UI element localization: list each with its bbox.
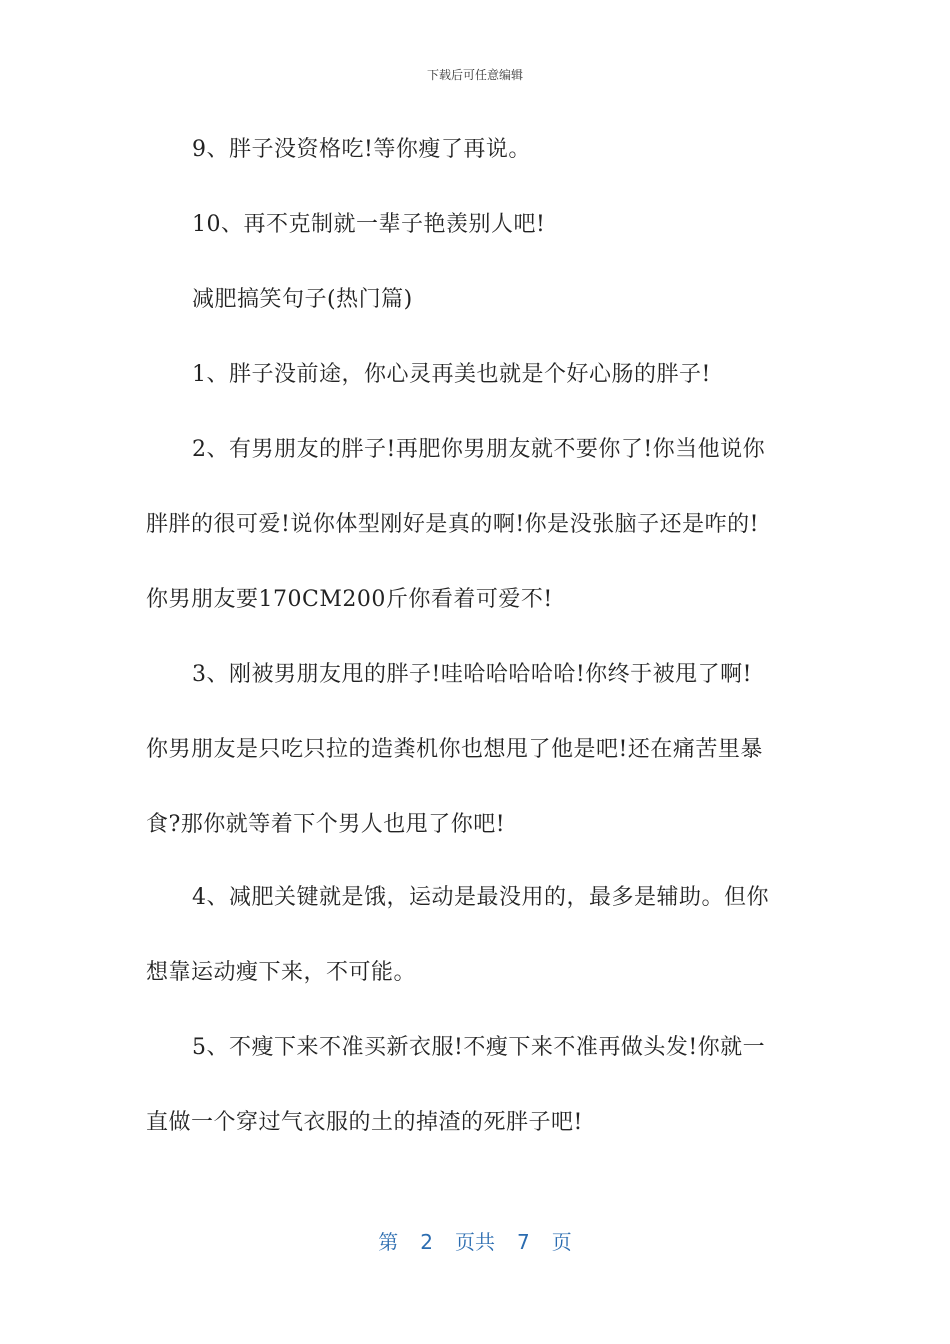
- paragraph-line: 你男朋友是只吃只拉的造粪机你也想甩了他是吧!还在痛苦里暴: [146, 737, 763, 762]
- paragraph-line: 食?那你就等着下个男人也甩了你吧!: [146, 812, 506, 837]
- paragraph-line: 想靠运动瘦下来，不可能。: [146, 960, 417, 985]
- page-number: 2: [420, 1230, 433, 1254]
- paragraph-line: 1、胖子没前途，你心灵再美也就是个好心肠的胖子!: [192, 362, 711, 387]
- page-label-prefix: 第: [378, 1230, 399, 1254]
- page-footer: [0, 1226, 950, 1255]
- page-label-suffix: 页: [551, 1230, 572, 1254]
- paragraph-line: 10、再不克制就一辈子艳羡别人吧!: [192, 212, 546, 237]
- paragraph-line: 4、减肥关键就是饿，运动是最没用的，最多是辅助。但你: [192, 885, 769, 910]
- paragraph-line: 胖胖的很可爱!说你体型刚好是真的啊!你是没张脑子还是咋的!: [146, 512, 760, 537]
- paragraph-line: 5、不瘦下来不准买新衣服!不瘦下来不准再做头发!你就一: [192, 1035, 766, 1060]
- paragraph-line: 3、刚被男朋友甩的胖子!哇哈哈哈哈哈!你终于被甩了啊!: [192, 662, 753, 687]
- paragraph-line: 9、胖子没资格吃!等你瘦了再说。: [192, 137, 531, 162]
- section-heading: 减肥搞笑句子(热门篇): [192, 287, 413, 312]
- paragraph-line: 直做一个穿过气衣服的土的掉渣的死胖子吧!: [146, 1110, 583, 1135]
- page-header: 下载后可任意编辑: [426, 68, 523, 82]
- page-label-middle: 页共: [455, 1230, 495, 1254]
- paragraph-line: 你男朋友要170CM200斤你看着可爱不!: [146, 587, 553, 612]
- total-pages: 7: [517, 1230, 530, 1254]
- paragraph-line: 2、有男朋友的胖子!再肥你男朋友就不要你了!你当他说你: [192, 437, 766, 462]
